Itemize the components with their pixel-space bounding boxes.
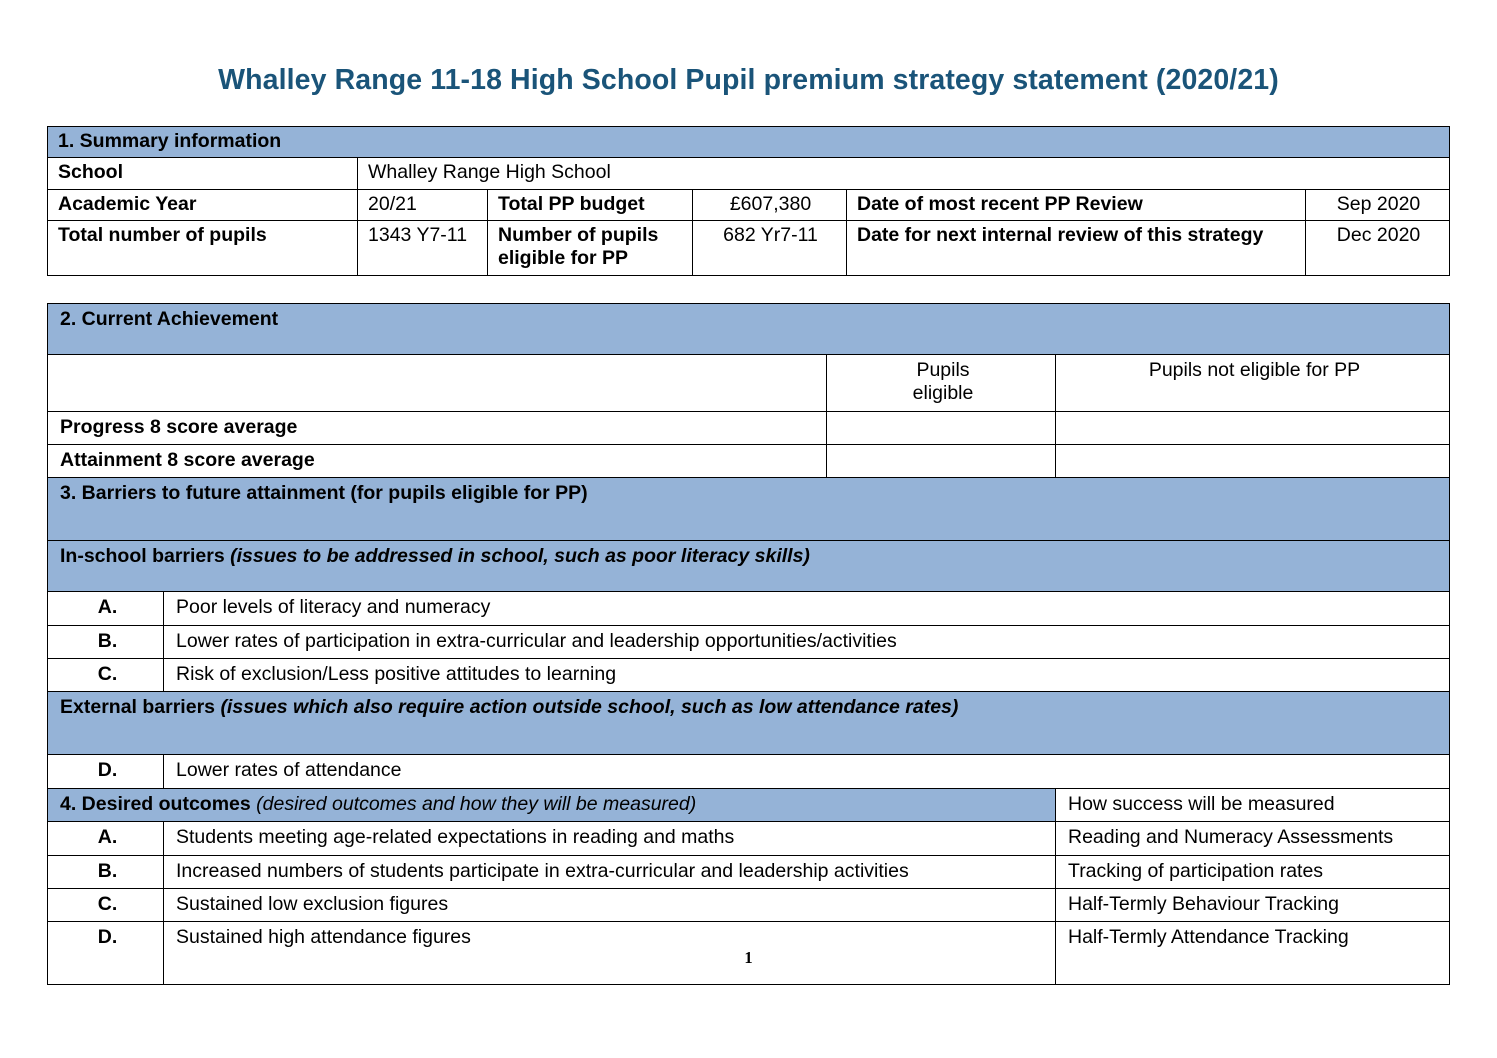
page-title: Whalley Range 11-18 High School Pupil premium strategy statement (2020/21) xyxy=(218,64,1279,96)
next-internal-review-value: Dec 2020 xyxy=(1306,220,1450,275)
outcome-text-d: Sustained high attendance figures xyxy=(164,922,1056,985)
total-pp-budget-label: Total PP budget xyxy=(488,189,693,220)
table-row xyxy=(48,444,1450,477)
outcome-letter-b: B. xyxy=(48,855,164,888)
recent-pp-review-label: Date of most recent PP Review xyxy=(847,189,1306,220)
outcome-measure-a: Reading and Numeracy Assessments xyxy=(1056,822,1450,855)
table-row xyxy=(48,625,1450,658)
progress-8-label: Progress 8 score average xyxy=(48,411,827,444)
outcome-measure-d: Half-Termly Attendance Tracking xyxy=(1056,922,1450,985)
barrier-text-d: Lower rates of attendance xyxy=(164,755,1450,788)
barrier-text-c: Risk of exclusion/Less positive attitudes to learning xyxy=(164,659,1450,692)
pupils-eligible-column-header: Pupils eligible xyxy=(827,354,1056,411)
external-barriers-note: (issues which also require action outside school, such as low attendance rates) xyxy=(220,696,959,719)
barrier-text-b: Lower rates of participation in extra-curricular and leadership opportunities/activities xyxy=(164,625,1450,658)
in-school-barriers-title: In-school barriers xyxy=(60,545,225,568)
next-internal-review-label: Date for next internal review of this strategy xyxy=(847,220,1306,275)
table-row xyxy=(48,692,1450,755)
table-row xyxy=(48,592,1450,625)
summary-section-heading: 1. Summary information xyxy=(48,126,1450,157)
outcome-letter-c: C. xyxy=(48,889,164,922)
attainment-8-not-eligible-value xyxy=(1056,444,1450,477)
table-row xyxy=(48,788,1450,821)
table-row xyxy=(48,478,1450,541)
table-row xyxy=(48,889,1450,922)
how-success-measured-header: How success will be measured xyxy=(1056,788,1450,821)
desired-outcomes-section-heading xyxy=(48,788,1056,821)
total-pp-budget-value: £607,380 xyxy=(693,189,847,220)
barrier-letter-d: D. xyxy=(48,755,164,788)
in-school-barriers-banner xyxy=(48,541,1450,592)
achievement-section-heading: 2. Current Achievement xyxy=(48,303,1450,354)
academic-year-label: Academic Year xyxy=(48,189,358,220)
barrier-letter-a: A. xyxy=(48,592,164,625)
external-barriers-banner xyxy=(48,692,1450,755)
achievement-barriers-outcomes-table-wrapper xyxy=(47,303,1497,986)
school-label: School xyxy=(48,158,358,189)
outcome-measure-b: Tracking of participation rates xyxy=(1056,855,1450,888)
school-value: Whalley Range High School xyxy=(358,158,1450,189)
eligible-pupils-value: 682 Yr7-11 xyxy=(693,220,847,275)
summary-information-table-wrapper xyxy=(47,126,1497,276)
barriers-section-heading: 3. Barriers to future attainment (for pupils eligible for PP) xyxy=(48,478,1450,541)
outcome-text-b: Increased numbers of students participate in extra-curricular and leadership activities xyxy=(164,855,1056,888)
table-row xyxy=(48,822,1450,855)
outcome-text-a: Students meeting age-related expectations in reading and maths xyxy=(164,822,1056,855)
barrier-letter-c: C. xyxy=(48,659,164,692)
outcome-measure-c: Half-Termly Behaviour Tracking xyxy=(1056,889,1450,922)
barrier-letter-b: B. xyxy=(48,625,164,658)
outcome-letter-a: A. xyxy=(48,822,164,855)
achievement-blank-column-header xyxy=(48,354,827,411)
table-row xyxy=(48,541,1450,592)
table-row xyxy=(48,126,1450,157)
summary-information-table xyxy=(47,126,1450,276)
table-row xyxy=(48,189,1450,220)
eligible-pupils-label: Number of pupils eligible for PP xyxy=(488,220,693,275)
external-barriers-title: External barriers xyxy=(60,696,216,719)
table-row xyxy=(48,755,1450,788)
outcome-letter-d: D. xyxy=(48,922,164,985)
achievement-barriers-outcomes-table xyxy=(47,303,1450,986)
progress-8-not-eligible-value xyxy=(1056,411,1450,444)
attainment-8-label: Attainment 8 score average xyxy=(48,444,827,477)
total-pupils-value: 1343 Y7-11 xyxy=(358,220,488,275)
barrier-text-a: Poor levels of literacy and numeracy xyxy=(164,592,1450,625)
table-row xyxy=(48,855,1450,888)
table-row xyxy=(48,659,1450,692)
pupils-not-eligible-column-header: Pupils not eligible for PP xyxy=(1056,354,1450,411)
recent-pp-review-value: Sep 2020 xyxy=(1306,189,1450,220)
outcome-text-c: Sustained low exclusion figures xyxy=(164,889,1056,922)
table-row xyxy=(48,303,1450,354)
total-pupils-label: Total number of pupils xyxy=(48,220,358,275)
table-row xyxy=(48,158,1450,189)
page-number: 1 xyxy=(744,948,753,967)
academic-year-value: 20/21 xyxy=(358,189,488,220)
table-row xyxy=(48,354,1450,411)
attainment-8-eligible-value xyxy=(827,444,1056,477)
in-school-barriers-note: (issues to be addressed in school, such as poor literacy skills) xyxy=(230,545,810,568)
table-row xyxy=(48,220,1450,275)
table-row xyxy=(48,411,1450,444)
desired-outcomes-title: 4. Desired outcomes xyxy=(60,792,251,815)
progress-8-eligible-value xyxy=(827,411,1056,444)
desired-outcomes-note: (desired outcomes and how they will be measured) xyxy=(256,792,697,815)
